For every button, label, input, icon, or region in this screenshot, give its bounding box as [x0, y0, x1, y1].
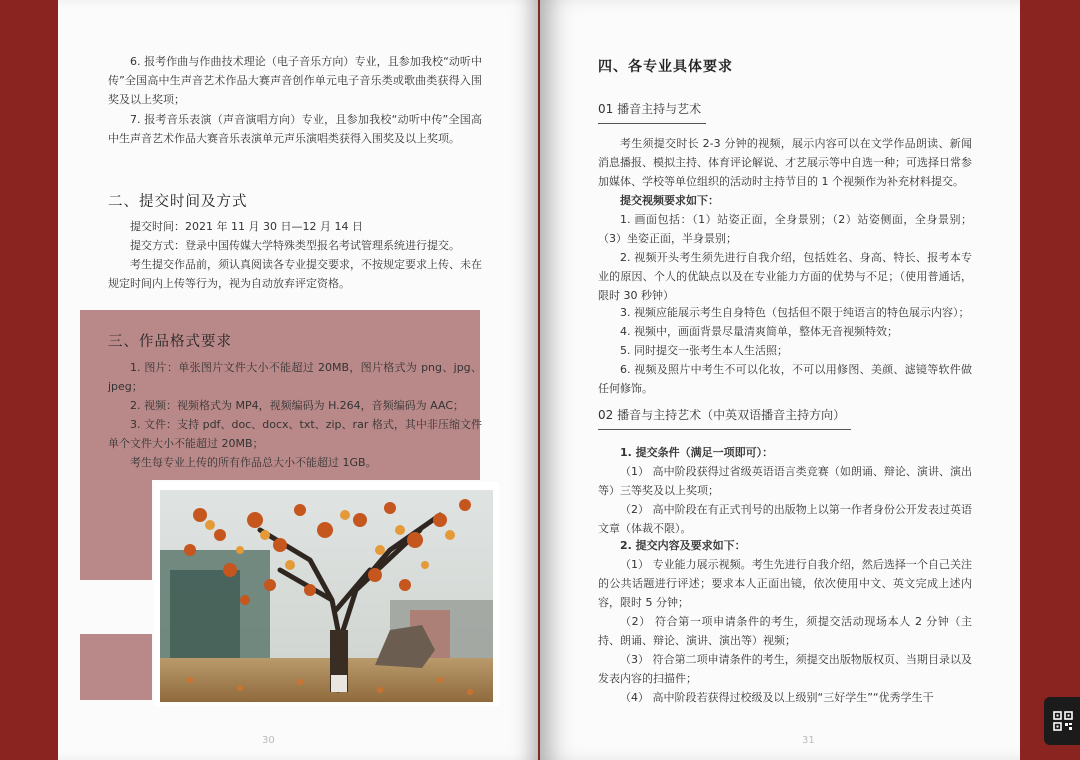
sub2-title: 02 播音与主持艺术（中英双语播音主持方向） — [598, 406, 851, 430]
submit-note: 考生提交作品前，须认真阅读各专业提交要求，不按规定要求上传、未在规定时间内上传等行为，视为自动放弃评定资格。 — [108, 258, 482, 290]
qr-code-button[interactable] — [1044, 697, 1080, 745]
format-image: 1. 图片：单张图片文件大小不能超过 20MB，图片格式为 png、jpg、jpeg； — [108, 361, 482, 393]
pink-panel-left — [80, 480, 152, 580]
sub1-item-5: 5. 同时提交一张考生本人生活照； — [620, 344, 788, 357]
intro-item-7: 7. 报考音乐表演（声音演唱方向）专业，且参加我校“动听中传”全国高中生声音艺术作品大赛音乐表演单元声乐演唱类获得入围奖及以上奖项。 — [108, 113, 482, 145]
sub2-cond-2: （2） 高中阶段在有正式刊号的出版物上以第一作者身份公开发表过英语文章（体裁不限）。 — [598, 503, 972, 535]
page-number-left: 30 — [262, 735, 275, 746]
format-total: 考生每专业上传的所有作品总大小不能超过 1GB。 — [130, 456, 377, 469]
sub2-content-label: 2. 提交内容及要求如下： — [620, 539, 746, 552]
section4-title: 四、各专业具体要求 — [598, 59, 733, 75]
sub1-item-4: 4. 视频中，画面背景尽量清爽简单，整体无音视频特效； — [620, 325, 898, 338]
left-page — [58, 0, 538, 760]
sub1-item-6: 6. 视频及照片中考生不可以化妆，不可以用修图、美颜、滤镜等软件做任何修饰。 — [598, 363, 972, 395]
format-file: 3. 文件：支持 pdf、doc、docx、txt、zip、rar 格式，其中非压缩文件单个文件大小不能超过 20MB； — [108, 418, 482, 450]
qr-code-icon — [1053, 711, 1073, 731]
sub2-cond-label: 1. 提交条件（满足一项即可）： — [620, 446, 774, 459]
section3-title: 三、作品格式要求 — [108, 334, 232, 350]
section2-title: 二、提交时间及方式 — [108, 194, 248, 210]
intro-item-6: 6. 报考作曲与作曲技术理论（电子音乐方向）专业，且参加我校“动听中传”全国高中生声音艺术作品大赛声音创作单元电子音乐类或歌曲类获得入围奖及以上奖项； — [108, 55, 482, 106]
sub1-item-2: 2. 视频开头考生须先进行自我介绍，包括姓名、身高、特长、报考本专业的原因、个人的优缺点以及在专业能力方面的优势与不足；（使用普通话，限时 30 秒钟） — [598, 251, 972, 302]
autumn-tree-photo — [160, 490, 493, 702]
pink-panel-bottom — [80, 634, 152, 700]
sub1-title: 01 播音主持与艺术 — [598, 100, 706, 124]
sub1-req-label: 提交视频要求如下： — [620, 194, 719, 207]
format-video: 2. 视频：视频格式为 MP4，视频编码为 H.264，音频编码为 AAC； — [130, 399, 465, 412]
sub2-content-1: （1） 专业能力展示视频。考生先进行自我介绍，然后选择一个自己关注的公共话题进行评述；要求本人正面出镜，依次使用中文、英文完成上述内容，限时 5 分钟； — [598, 558, 972, 609]
sub2-content-4: （4） 高中阶段若获得过校级及以上级别“三好学生”“优秀学生干 — [620, 691, 934, 704]
right-page — [540, 0, 1020, 760]
sub2-cond-1: （1） 高中阶段获得过省级英语语言类竞赛（如朗诵、辩论、演讲、演出等）三等奖及以上奖项； — [598, 465, 972, 497]
sub2-content-2: （2） 符合第一项申请条件的考生，须提交活动现场本人 2 分钟（主持、朗诵、辩论、演讲、演出等）视频； — [598, 615, 972, 647]
sub1-item-1: 1. 画面包括：（1）站姿正面，全身景别；（2）站姿侧面，全身景别；（3）坐姿正面，半身景别； — [598, 213, 972, 245]
sub1-item-3: 3. 视频应能展示考生自身特色（包括但不限于纯语言的特色展示内容）； — [620, 306, 970, 319]
sub2-content-3: （3） 符合第二项申请条件的考生，须提交出版物版权页、当期目录以及发表内容的扫描件； — [598, 653, 972, 685]
sub1-intro: 考生须提交时长 2-3 分钟的视频，展示内容可以在文学作品朗读、新闻消息播报、模拟主持、体育评论解说、才艺展示等中自选一种；可选择日常参加媒体、学校等单位组织的活动时主持节目的 1 个视频作为补充材料提交。 — [598, 137, 972, 188]
page-number-right: 31 — [802, 735, 815, 746]
submit-method: 提交方式：登录中国传媒大学特殊类型报名考试管理系统进行提交。 — [130, 239, 460, 252]
photo-frame — [154, 482, 499, 706]
submit-time: 提交时间：2021 年 11 月 30 日—12 月 14 日 — [130, 220, 363, 233]
